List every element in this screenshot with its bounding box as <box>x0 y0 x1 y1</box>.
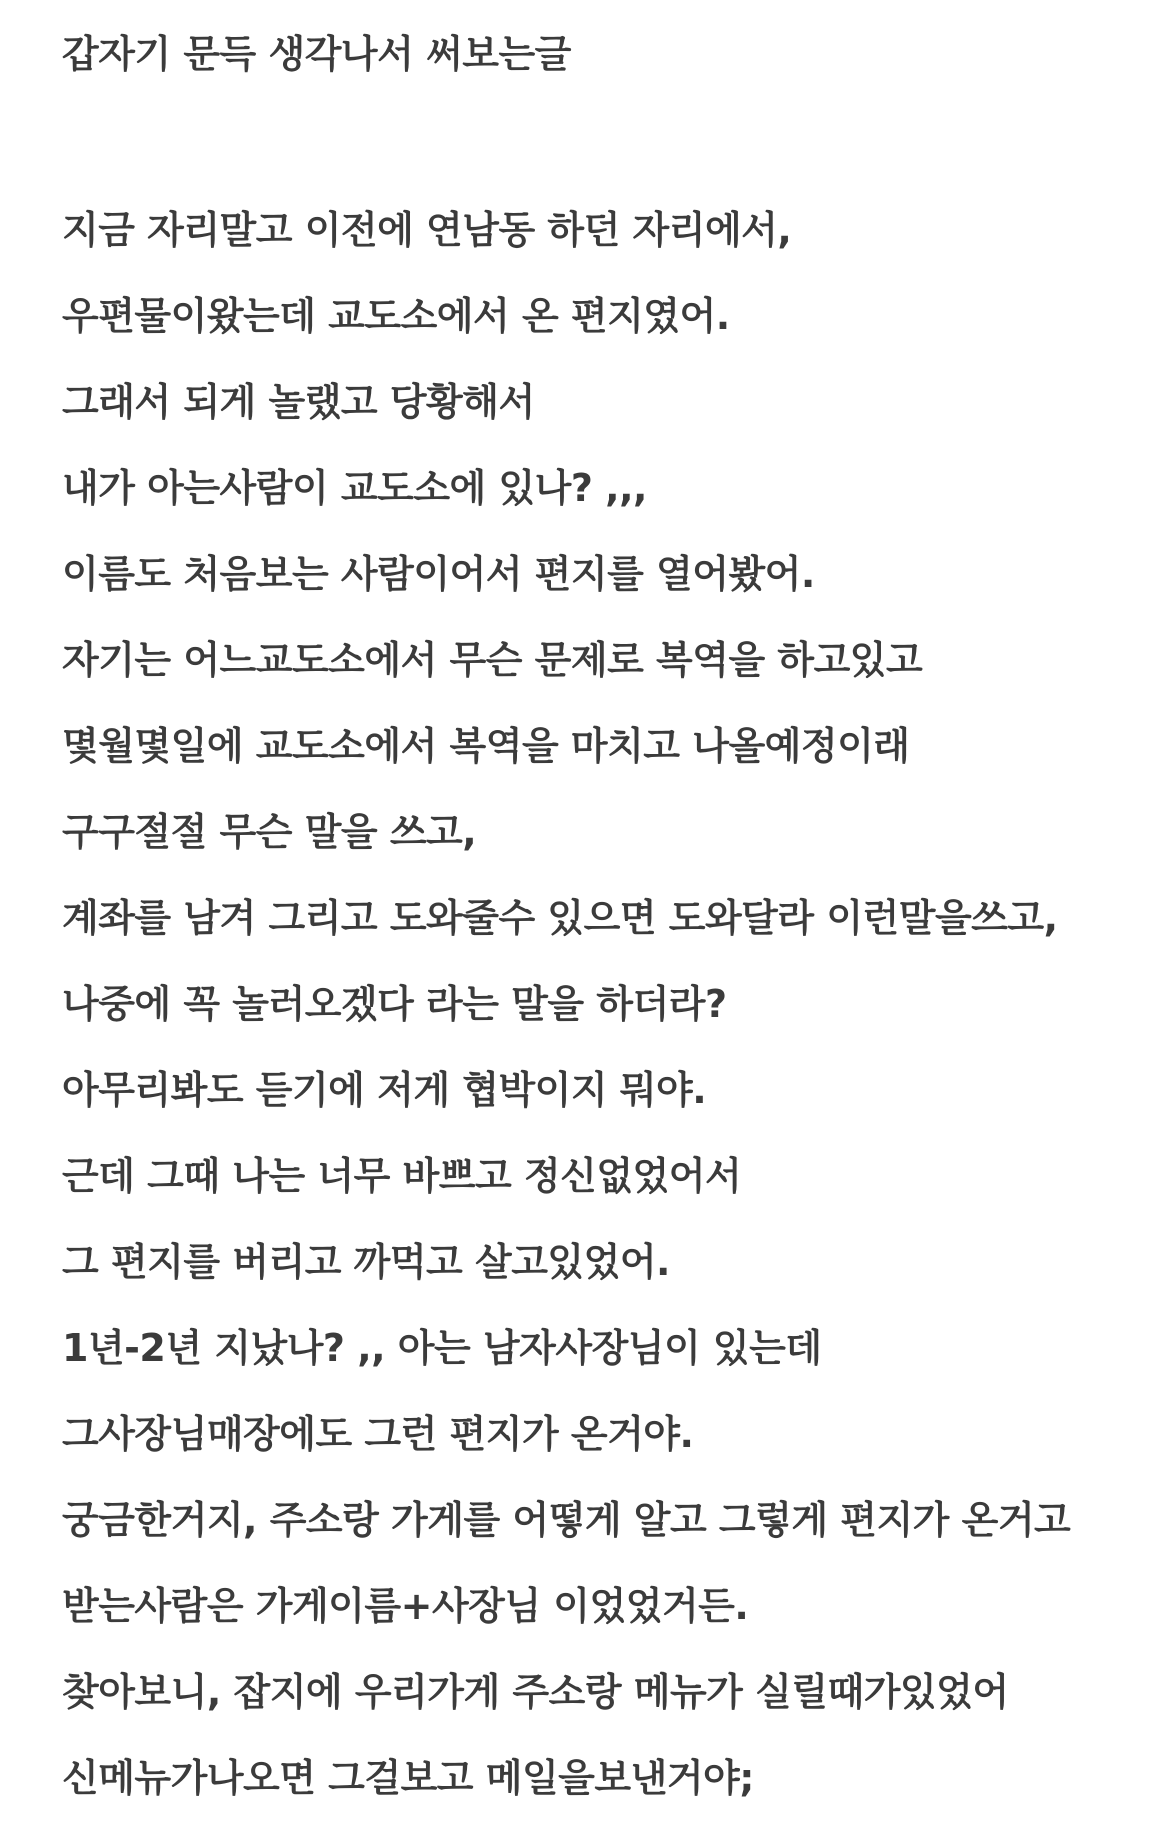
text-line: 신메뉴가나오면 그걸보고 메일을보낸거야; <box>62 1756 754 1800</box>
text-line: 이름도 처음보는 사람이어서 편지를 열어봤어. <box>62 552 815 596</box>
text-line: 1년-2년 지났나? ,, 아는 남자사장님이 있는데 <box>62 1326 822 1370</box>
post-text <box>62 204 1070 1838</box>
text-line: 궁금한거지, 주소랑 가게를 어떻게 알고 그렇게 편지가 온거고 <box>62 1498 1071 1542</box>
text-line: 내가 아는사람이 교도소에 있나? ,,, <box>62 466 647 510</box>
text-line: 받는사람은 가게이름+사장님 이었었거든. <box>62 1584 749 1628</box>
text-line: 지금 자리말고 이전에 연남동 하던 자리에서, <box>62 208 792 252</box>
text-line: 몇월몇일에 교도소에서 복역을 마치고 나올예정이래 <box>62 724 910 768</box>
text-line: 나중에 꼭 놀러오겠다 라는 말을 하더라? <box>62 982 727 1026</box>
text-line: 그 편지를 버리고 까먹고 살고있었어. <box>62 1240 670 1284</box>
text-line: 계좌를 남겨 그리고 도와줄수 있으면 도와달라 이런말을쓰고, <box>62 896 1058 940</box>
text-line: 그래서 되게 놀랬고 당황해서 <box>62 380 535 424</box>
text-line: 우편물이왔는데 교도소에서 온 편지였어. <box>62 294 730 338</box>
text-line: 구구절절 무슨 말을 쓰고, <box>62 810 477 854</box>
text-line: 근데 그때 나는 너무 바쁘고 정신없었어서 <box>62 1154 742 1198</box>
text-line: 아무리봐도 듣기에 저게 협박이지 뭐야. <box>62 1068 707 1112</box>
text-line: 자기는 어느교도소에서 무슨 문제로 복역을 하고있고 <box>62 638 923 682</box>
text-line: 그사장님매장에도 그런 편지가 온거야. <box>62 1412 694 1456</box>
post-title: 갑자기 문득 생각나서 써보는글 <box>62 32 571 76</box>
text-line: 찾아보니, 잡지에 우리가게 주소랑 메뉴가 실릴때가있었어 <box>62 1670 1009 1714</box>
